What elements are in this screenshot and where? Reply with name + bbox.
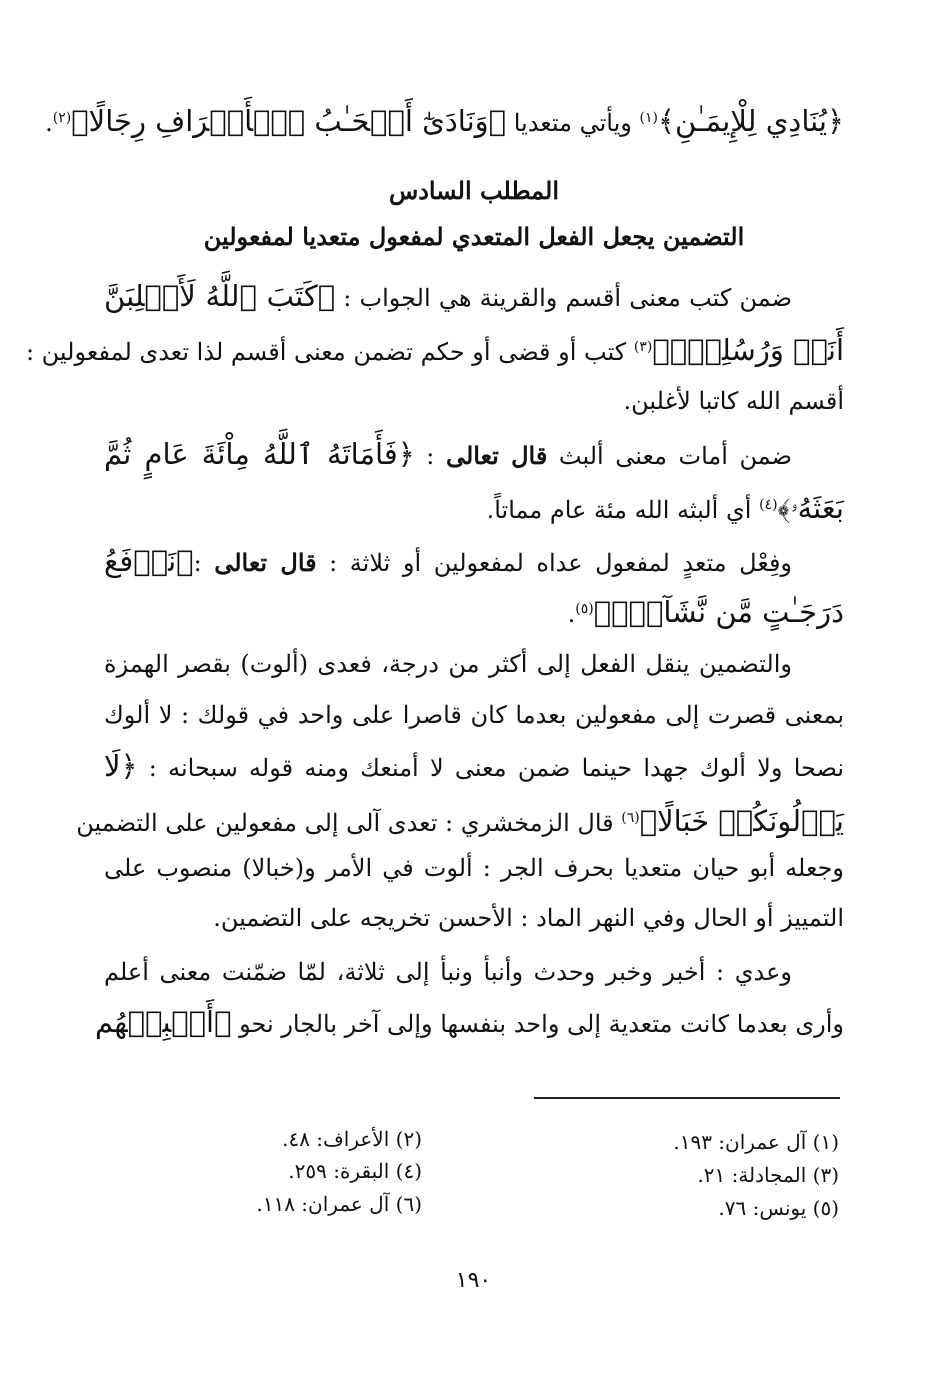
text-segment: ويأتي متعديا [506,109,640,137]
text-line: وجعله أبو حيان متعديا بحرف الجر : ألوت في الأمر و(خبالا) منصوب على [104,854,844,882]
bold-phrase: قال تعالى [214,548,317,577]
text-line [25,329,844,370]
quran-verse: ﴿يُنَادِي لِلْإِيمَـٰنِ﴾ [657,104,844,138]
text-segment: وأرى بعدما كانت متعدية إلى واحد بنفسها وإلى آخر بالجار نحو [231,1010,844,1038]
text-segment: . [45,109,53,137]
quran-verse: ﴿لَا [104,749,138,783]
text-line [45,100,844,141]
quran-verse: ﴿كَتَبَ ٱللَّهُ لَأَغۡلِبَنَّ [104,279,336,313]
text-line: التمييز أو الحال وفي النهر الماد : الأحسن تخريجه على التضمين. [213,904,844,932]
text-segment: وفِعْل متعدٍ لمفعول عداه لمفعولين أو ثلاثة : [316,549,793,577]
text-segment: أي ألبثه الله مئة عام مماتاً. [486,496,760,524]
footnote-separator [534,1097,840,1099]
section-subheading: التضمين يجعل الفعل المتعدي لمفعول متعديا لمفعولين [203,222,745,251]
footnote: (٥) يونس: ٧٦. [718,1196,839,1220]
text-line: أقسم الله كاتبا لأغلبن. [623,387,844,415]
footnote: (٦) آل عمران: ١١٨. [256,1192,422,1216]
text-segment: ضمن أمات معنى ألبث [547,442,793,470]
text-segment: : [414,442,446,470]
text-segment: والتضمين ينقل الفعل إلى أكثر من درجة، فعدى (ألوت) بقصر الهمزة [104,650,792,678]
footnote-ref: (٥) [575,601,594,617]
quran-verse: ﴿نَرۡفَعُ [104,544,194,578]
text-line [104,278,844,316]
text-line [104,591,844,632]
text-line [104,954,844,990]
footnote: (٢) الأعراف: ٤٨. [282,1127,422,1151]
text-line: بمعنى قصرت إلى مفعولين بعدما كان قاصرا على واحد في قولك : لا ألوك [104,701,844,729]
text-segment: : [193,549,215,577]
text-segment: قال الزمخشري : تعدى آلى إلى مفعولين على التضمين [76,809,622,837]
quran-verse: بَعَثَهُۥ﴾ [777,491,844,525]
text-segment: كتب أو قضى أو حكم تضمن معنى أقسم لذا تعدى لمفعولين : [25,338,634,366]
text-line [95,1004,844,1042]
footnote: (١) آل عمران: ١٩٣. [673,1130,839,1154]
text-segment: ضمن كتب معنى أقسم والقرينة هي الجواب : [335,284,792,312]
text-segment: . [567,600,576,628]
text-line [104,748,844,786]
text-segment: نصحا ولا ألوك جهدا حينما ضمن معنى لا أمنعك ومنه قوله سبحانه : [137,754,845,782]
footnote: (٣) المجادلة: ٢١. [697,1163,839,1187]
text-line [104,543,844,581]
footnote-ref: (٦) [621,810,640,826]
text-segment: وعدي : أخبر وخبر وحدث وأنبأ ونبأ إلى ثلاثة، لمّا ضمّنت معنى أعلم [104,958,792,986]
text-line [104,646,844,682]
text-line [104,487,844,528]
section-heading: المطلب السادس [388,176,560,205]
quran-verse: أَنَا۠ وَرُسُلِيٓۚ﴾ [652,333,844,367]
quran-verse: ﴿فَأَمَاتَهُ ٱللَّهُ مِاْئَةَ عَامٍ ثُمَّ [104,437,415,471]
quran-verse: ﴿أَنۢبِئۡهُم [95,1005,232,1039]
footnote-ref: (١) [639,110,658,126]
footnote-ref: (٣) [633,339,653,355]
footnote-ref: (٤) [759,497,778,513]
page-number: ١٩٠ [455,1268,492,1293]
text-line [104,436,844,474]
bold-phrase: قال تعالى [445,441,548,470]
text-line [76,800,844,841]
quran-verse: دَرَجَـٰتٍ مَّن نَّشَآءُۗ﴾ [593,595,844,629]
quran-verse: ﴿وَنَادَىٰٓ أَصۡحَـٰبُ ٱلۡأَعۡرَافِ رِجَالًا﴾ [71,104,507,138]
footnote: (٤) البقرة: ٢٥٩. [288,1159,422,1183]
footnote-ref: (٢) [52,110,72,126]
quran-verse: يَأۡلُونَكُمۡ خَبَالًا﴾ [639,804,844,838]
